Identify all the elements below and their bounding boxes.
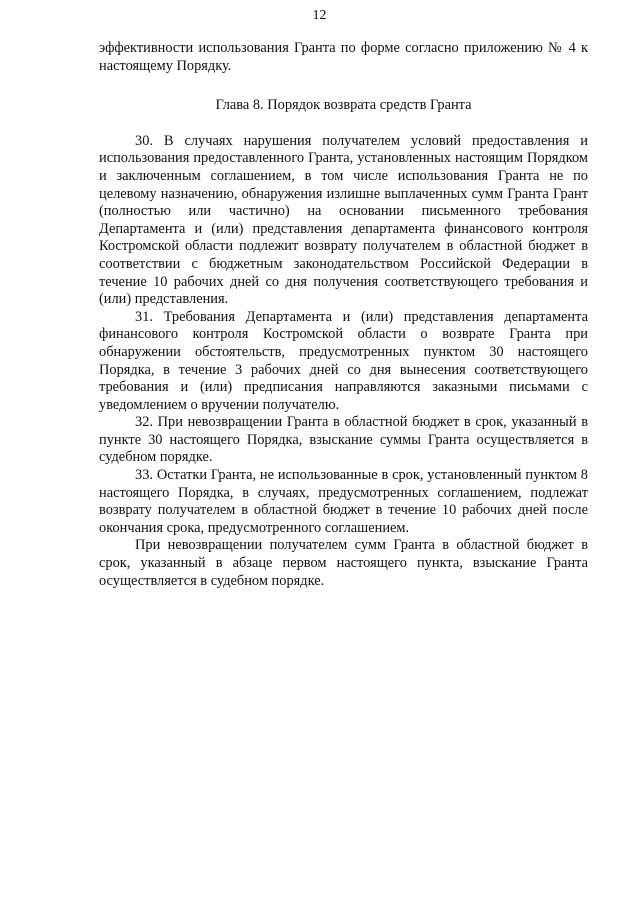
- paragraph-31: 31. Требования Департамента и (или) представления департамента финансового контроля Костромской области о возврате Гранта при обнаружении обстоятельств, предусмотренных пунктом 30 настоящего Порядка, в течение 3 рабочих дней со дня вынесения соответствующего требования и (или) предписания направляются заказными письмами с уведомлением о вручении получателю.: [99, 308, 588, 413]
- chapter-heading: Глава 8. Порядок возврата средств Гранта: [215, 97, 472, 114]
- paragraph-33: 33. Остатки Гранта, не использованные в срок, установленный пунктом 8 настоящего Порядка, в случаях, предусмотренных соглашением, подлежат возврату получателем в областной бюджет в течение 10 рабочих дней после окончания срока, предусмотренного соглашением.: [99, 467, 588, 536]
- paragraph-continuation: эффективности использования Гранта по форме согласно приложению № 4 к настоящему Порядку.: [99, 40, 588, 74]
- paragraph-33-second: При невозвращении получателем сумм Гранта в областной бюджет в срок, указанный в абзаце первом настоящего пункта, взыскание Гранта осуществляется в судебном порядке.: [99, 537, 588, 589]
- paragraph-32: 32. При невозвращении Гранта в областной бюджет в срок, указанный в пункте 30 настоящего Порядка, взыскание суммы Гранта осуществляется в судебном порядке.: [99, 414, 588, 466]
- paragraph-30: 30. В случаях нарушения получателем условий предоставления и использования предоставленного Гранта, установленных настоящим Порядком и заключенным соглашением, в том числе использования Гранта не по целевому назначению, обнаружения излишне выплаченных сумм Гранта Грант (полностью или частично) на основании письменного требования Департамента и (или) представления департамента финансового контроля Костромской области подлежит возврату получателем в областной бюджет в соответствии с бюджетным законодательством Российской Федерации в течение 10 рабочих дней со дня получения соответствующего требования и (или) представления.: [99, 132, 588, 308]
- page-number: 12: [312, 8, 327, 23]
- document-body: [99, 40, 588, 590]
